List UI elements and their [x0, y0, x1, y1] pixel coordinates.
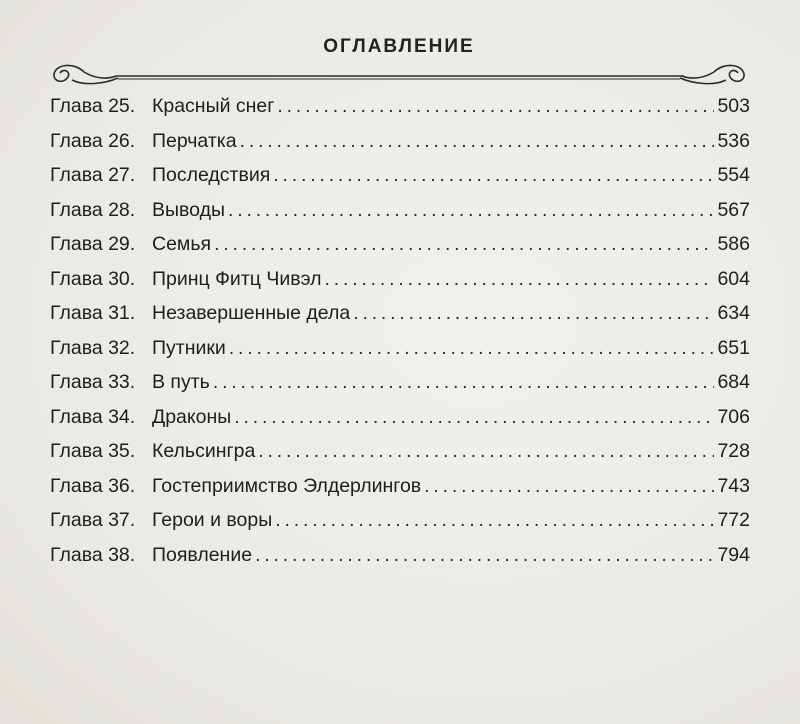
chapter-title: Гостеприимство Элдерлингов: [152, 474, 422, 497]
chapter-title: Выводы: [152, 198, 225, 221]
chapter-number: Глава 38.: [50, 543, 136, 566]
dot-leader: [255, 544, 714, 567]
chapter-title: Семья: [152, 233, 212, 255]
dot-leader: [424, 475, 714, 498]
dot-leader: [353, 302, 714, 325]
page-number: 794: [717, 543, 750, 566]
page-number: 772: [717, 509, 750, 531]
toc-entry: [50, 406, 750, 441]
toc-entry: [50, 475, 750, 510]
dot-leader: [214, 233, 714, 256]
page-number: 536: [717, 129, 750, 152]
page-number: 634: [717, 302, 750, 324]
chapter-number: Глава 35.: [50, 440, 136, 462]
page-number: 586: [717, 233, 750, 255]
toc-entry: [50, 371, 750, 406]
chapter-title: Незавершенные дела: [152, 302, 351, 324]
dot-leader: [213, 371, 715, 394]
dot-leader: [325, 268, 715, 291]
chapter-title: Путники: [152, 336, 226, 359]
dot-leader: [273, 164, 714, 187]
dot-leader: [258, 440, 714, 463]
table-of-contents: [50, 95, 750, 578]
ornament-divider-icon: [44, 58, 754, 88]
chapter-number: Глава 32.: [50, 336, 136, 359]
toc-entry: [50, 544, 750, 579]
page-number: 604: [717, 267, 750, 290]
dot-leader: [234, 406, 714, 429]
toc-entry: [50, 233, 750, 268]
page-number: 567: [717, 198, 750, 221]
chapter-number: Глава 25.: [50, 95, 136, 117]
chapter-number: Глава 29.: [50, 233, 136, 255]
chapter-title: Последствия: [152, 164, 271, 186]
toc-header: [44, 28, 754, 88]
toc-entry: [50, 302, 750, 337]
page-number: 684: [717, 371, 750, 393]
chapter-number: Глава 34.: [50, 405, 136, 428]
page-number: 503: [717, 95, 750, 117]
toc-entry: [50, 199, 750, 234]
dot-leader: [240, 130, 715, 153]
chapter-title: Драконы: [152, 405, 232, 428]
toc-entry: [50, 130, 750, 165]
chapter-number: Глава 31.: [50, 302, 136, 324]
chapter-number: Глава 36.: [50, 474, 136, 497]
dot-leader: [277, 95, 714, 118]
chapter-title: Герои и воры: [152, 509, 273, 531]
toc-entry: [50, 268, 750, 303]
toc-entry: [50, 509, 750, 544]
chapter-title: Появление: [152, 543, 253, 566]
page-number: 706: [717, 405, 750, 428]
chapter-number: Глава 30.: [50, 267, 136, 290]
toc-heading: ОГЛАВЛЕНИЕ: [323, 36, 475, 57]
dot-leader: [228, 199, 714, 222]
chapter-number: Глава 33.: [50, 371, 136, 393]
chapter-title: В путь: [152, 371, 210, 393]
toc-entry: [50, 440, 750, 475]
page-number: 651: [717, 336, 750, 359]
chapter-number: Глава 26.: [50, 129, 136, 152]
chapter-number: Глава 28.: [50, 198, 136, 221]
chapter-title: Кельсингра: [152, 440, 256, 462]
toc-entry: [50, 95, 750, 130]
page-number: 743: [717, 474, 750, 497]
toc-entry: [50, 164, 750, 199]
page-number: 728: [717, 440, 750, 462]
toc-entry: [50, 337, 750, 372]
dot-leader: [275, 509, 714, 532]
page-number: 554: [717, 164, 750, 186]
chapter-number: Глава 37.: [50, 509, 136, 531]
chapter-title: Принц Фитц Чивэл: [152, 267, 322, 290]
chapter-number: Глава 27.: [50, 164, 136, 186]
chapter-title: Перчатка: [152, 129, 237, 152]
chapter-title: Красный снег: [152, 95, 275, 117]
dot-leader: [229, 337, 715, 360]
